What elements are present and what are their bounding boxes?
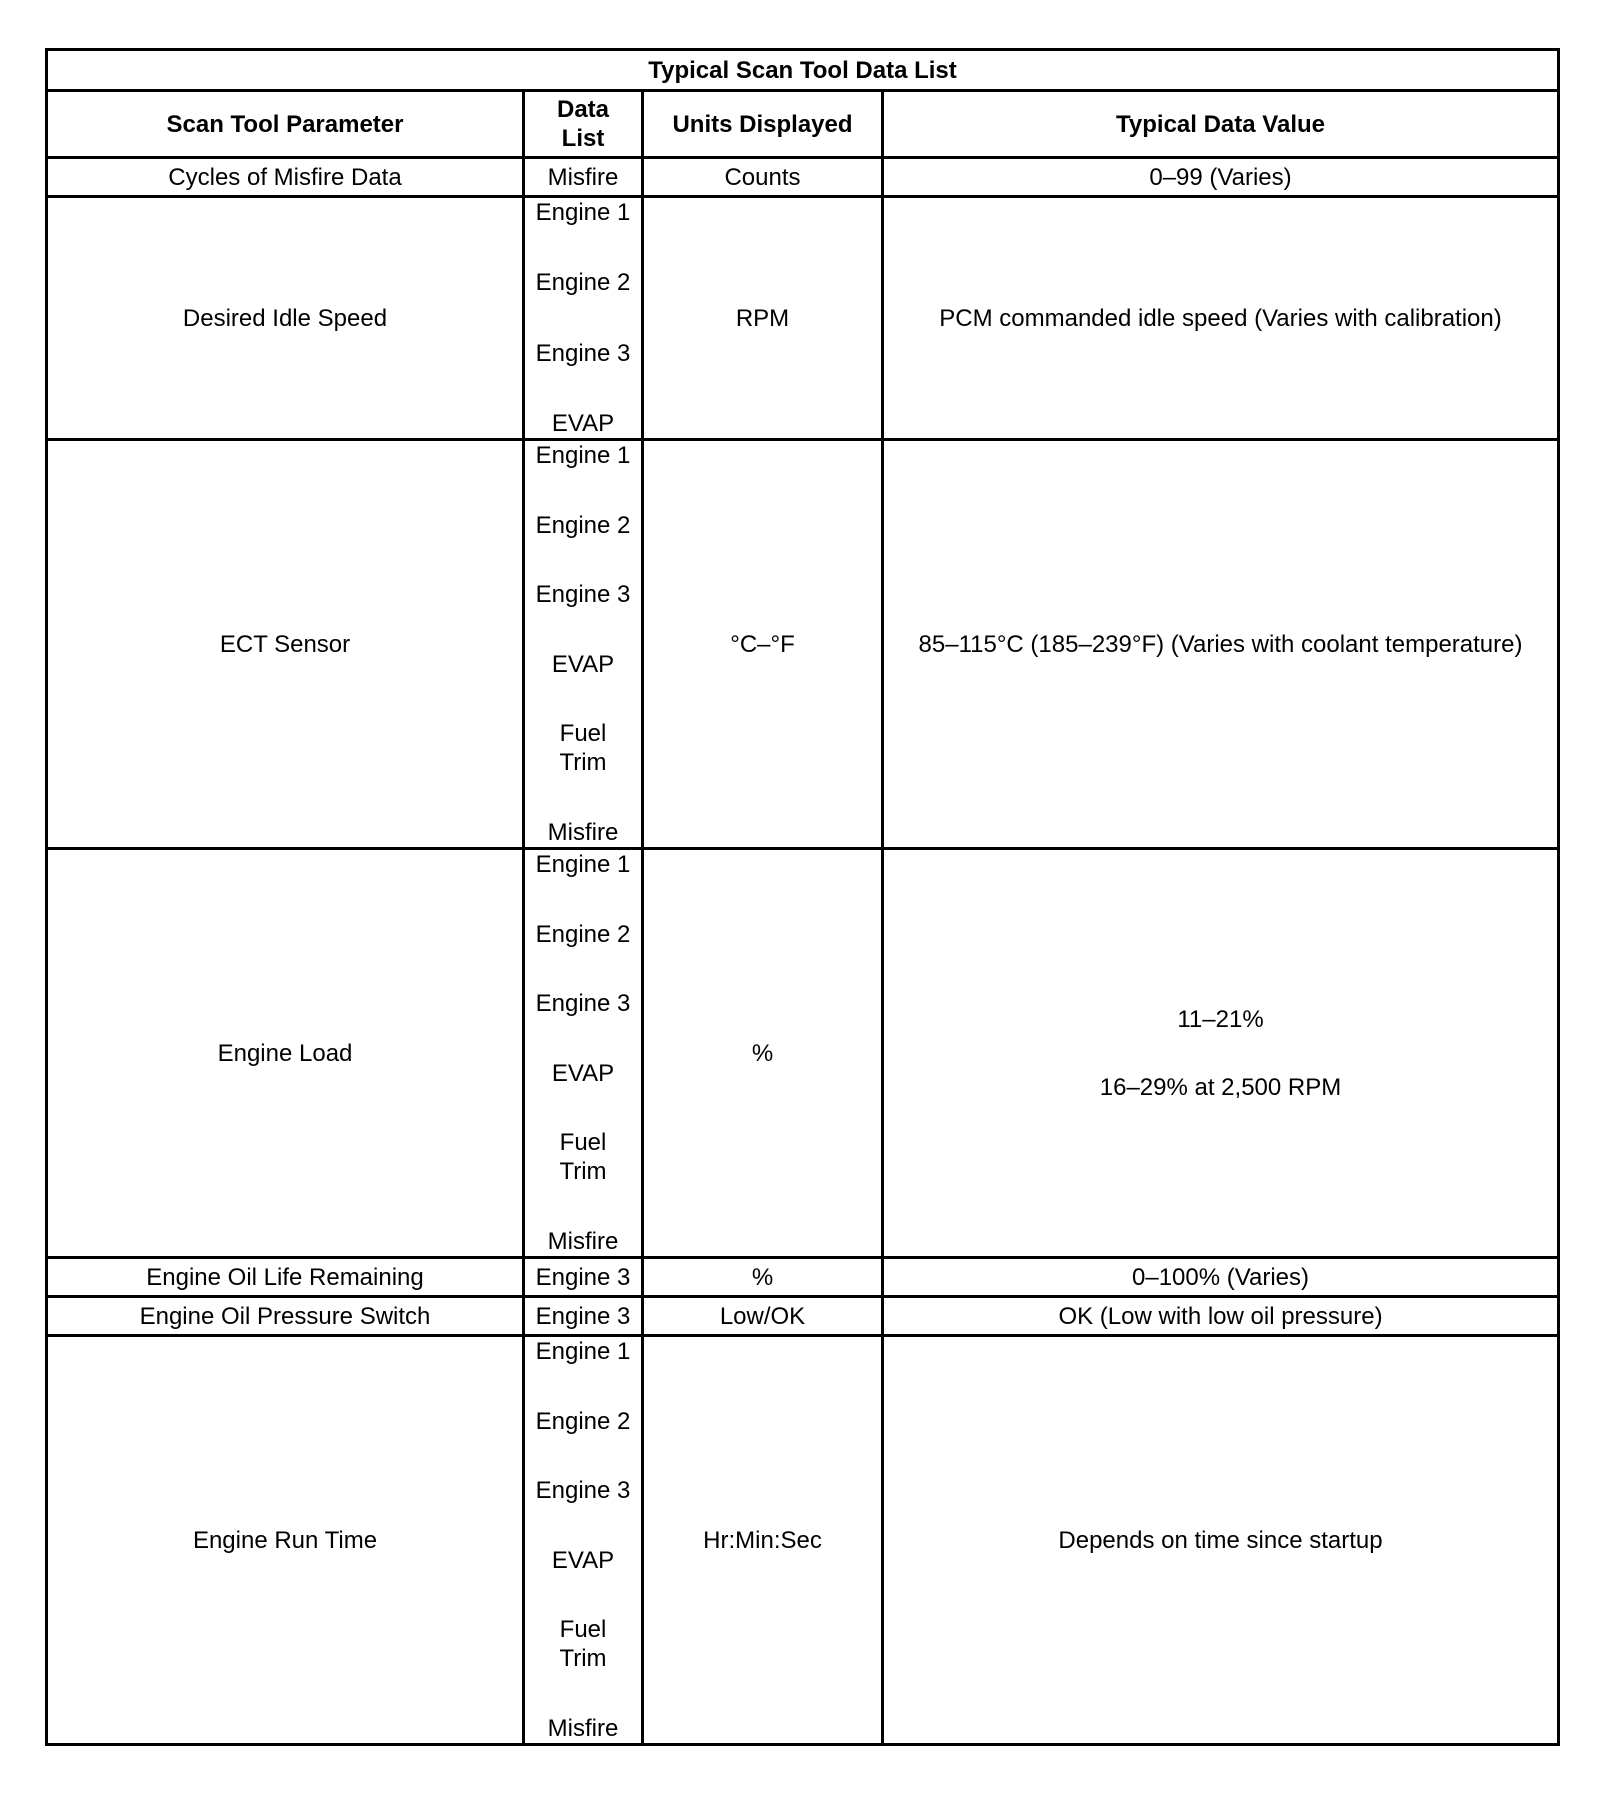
data-list-item: EVAP bbox=[551, 409, 615, 437]
table-row bbox=[47, 1297, 1559, 1336]
data-list-stack bbox=[529, 441, 637, 847]
table-row bbox=[47, 197, 1559, 440]
cell-parameter: Engine Oil Pressure Switch bbox=[47, 1297, 524, 1336]
cell-data-list: Engine 3 bbox=[524, 1297, 643, 1336]
data-list-item: Engine 2 bbox=[535, 269, 631, 297]
data-list-item: EVAP bbox=[551, 1546, 615, 1574]
cell-data-list: Misfire bbox=[524, 158, 643, 197]
data-list-item: Engine 1 bbox=[535, 851, 631, 878]
scan-tool-data-table bbox=[45, 48, 1560, 1746]
header-data-list-line1: Data bbox=[556, 96, 610, 123]
header-typical-value: Typical Data Value bbox=[883, 91, 1559, 158]
data-list-item: Engine 3 bbox=[535, 339, 631, 367]
cell-units: RPM bbox=[643, 197, 883, 440]
data-list-item: Engine 2 bbox=[535, 920, 631, 948]
data-list-stack bbox=[529, 1337, 637, 1743]
cell-typical-value: 0–99 (Varies) bbox=[883, 158, 1559, 197]
data-list-item: Engine 1 bbox=[535, 199, 631, 226]
cell-units: % bbox=[643, 849, 883, 1258]
cell-typical-value: Depends on time since startup bbox=[883, 1336, 1559, 1745]
data-list-item-fuel-trim: Fuel Trim bbox=[559, 720, 607, 777]
cell-typical-value: PCM commanded idle speed (Varies with calibration) bbox=[883, 197, 1559, 440]
data-list-item: Engine 1 bbox=[535, 1338, 631, 1365]
cell-parameter: Cycles of Misfire Data bbox=[47, 158, 524, 197]
cell-data-list bbox=[524, 1336, 643, 1745]
cell-parameter: Engine Load bbox=[47, 849, 524, 1258]
table-title-row bbox=[47, 50, 1559, 91]
data-list-item: EVAP bbox=[551, 650, 615, 678]
cell-units: Counts bbox=[643, 158, 883, 197]
table-title: Typical Scan Tool Data List bbox=[47, 50, 1559, 91]
cell-units: % bbox=[643, 1258, 883, 1297]
cell-parameter: Engine Run Time bbox=[47, 1336, 524, 1745]
cell-units: Low/OK bbox=[643, 1297, 883, 1336]
data-list-stack bbox=[529, 198, 637, 438]
data-list-item: Misfire bbox=[547, 818, 619, 846]
typical-value-line: 16–29% at 2,500 RPM bbox=[1099, 1073, 1342, 1101]
cell-data-list bbox=[524, 849, 643, 1258]
table-row bbox=[47, 1258, 1559, 1297]
table-row bbox=[47, 158, 1559, 197]
data-list-item: Misfire bbox=[547, 1227, 619, 1255]
table-row bbox=[47, 849, 1559, 1258]
cell-typical-value: OK (Low with low oil pressure) bbox=[883, 1297, 1559, 1336]
data-list-item: Engine 3 bbox=[535, 990, 631, 1018]
table-header-row bbox=[47, 91, 1559, 158]
cell-parameter: Desired Idle Speed bbox=[47, 197, 524, 440]
cell-data-list bbox=[524, 197, 643, 440]
table-row bbox=[47, 1336, 1559, 1745]
cell-parameter: Engine Oil Life Remaining bbox=[47, 1258, 524, 1297]
header-data-list-line2: List bbox=[561, 125, 605, 152]
data-list-item: Engine 1 bbox=[535, 442, 631, 469]
header-units: Units Displayed bbox=[643, 91, 883, 158]
cell-typical-value bbox=[883, 849, 1559, 1258]
data-list-item: EVAP bbox=[551, 1059, 615, 1087]
cell-typical-value: 85–115°C (185–239°F) (Varies with coolant temperature) bbox=[883, 440, 1559, 849]
cell-parameter: ECT Sensor bbox=[47, 440, 524, 849]
data-list-item: Engine 3 bbox=[535, 581, 631, 609]
header-parameter: Scan Tool Parameter bbox=[47, 91, 524, 158]
data-list-item-fuel-trim: Fuel Trim bbox=[559, 1129, 607, 1186]
cell-typical-value: 0–100% (Varies) bbox=[883, 1258, 1559, 1297]
table-row bbox=[47, 440, 1559, 849]
typical-value-line: 11–21% bbox=[1177, 1005, 1264, 1033]
cell-data-list: Engine 3 bbox=[524, 1258, 643, 1297]
cell-units: °C–°F bbox=[643, 440, 883, 849]
cell-data-list bbox=[524, 440, 643, 849]
data-list-item: Engine 2 bbox=[535, 511, 631, 539]
data-list-item-fuel-trim: Fuel Trim bbox=[559, 1616, 607, 1673]
data-list-item: Engine 3 bbox=[535, 1477, 631, 1505]
data-list-item: Engine 2 bbox=[535, 1407, 631, 1435]
cell-units: Hr:Min:Sec bbox=[643, 1336, 883, 1745]
data-list-stack bbox=[529, 850, 637, 1256]
data-list-item: Misfire bbox=[547, 1714, 619, 1742]
header-data-list bbox=[524, 91, 643, 158]
